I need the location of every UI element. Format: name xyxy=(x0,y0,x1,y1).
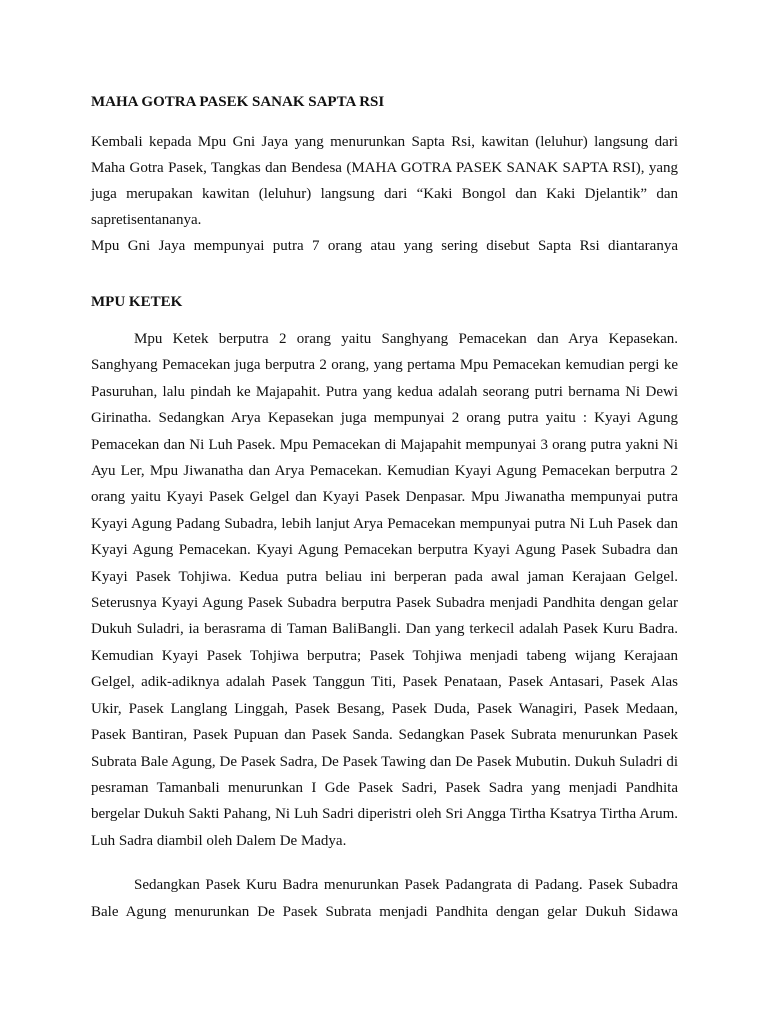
document-title: MAHA GOTRA PASEK SANAK SAPTA RSI xyxy=(91,94,385,110)
section-paragraph-1: Mpu Ketek berputra 2 orang yaitu Sanghyang Pemacekan dan Arya Kepasekan. Sanghyang Pemacekan juga berputra 2 orang, yang pertama Mpu Pemacekan kemudian pergi ke Pasuruhan, lalu pindah ke Majapahit. Putra yang kedua adalah seorang putri bernama Ni Dewi Girinatha. Sedangkan Arya Kepasekan juga mempunyai 2 orang putra yaitu : Kyayi Agung Pemacekan dan Ni Luh Pasek. Mpu Pemacekan di Majapahit mempunyai 3 orang putra yakni Ni Ayu Ler, Mpu Jiwanatha dan Arya Pemacekan. Kemudian Kyayi Agung Pemacekan berputra 2 orang yaitu Kyayi Pasek Gelgel dan Kyayi Pasek Denpasar. Mpu Jiwanatha mempunyai putra Kyayi Agung Padang Subadra, lebih lanjut Arya Pemacekan mempunyai putra Ni Luh Pasek dan Kyayi Agung Pemacekan. Kyayi Agung Pemacekan berputra Kyayi Agung Pasek Subadra dan Kyayi Pasek Tohjiwa. Kedua putra beliau ini berperan pada awal jaman Kerajaan Gelgel. Seterusnya Kyayi Agung Pasek Subadra berputra Pasek Subadra menjadi Pandhita dengan gelar Dukuh Suladri, ia berasrama di Taman BaliBangli. Dan yang terkecil adalah Pasek Kuru Badra. Kemudian Kyayi Pasek Tohjiwa berputra; Pasek Tohjiwa menjadi tabeng wijang Kerajaan Gelgel, adik-adiknya adalah Pasek Tanggun Titi, Pasek Penataan, Pasek Antasari, Pasek Alas Ukir, Pasek Langlang Linggah, Pasek Besang, Pasek Duda, Pasek Wanagiri, Pasek Medaan, Pasek Bantiran, Pasek Pupuan dan Pasek Sanda. Sedangkan Pasek Subrata menurunkan Pasek Subrata Bale Agung, De Pasek Sadra, De Pasek Tawing dan De Pasek Mubutin. Dukuh Suladri di pesraman Tamanbali menurunkan I Gde Pasek Sadri, Pasek Sadra yang menjadi Pandhita bergelar Dukuh Sakti Pahang, Ni Luh Sadri diperistri oleh Sri Angga Tirtha Ksatrya Tirtha Arum. Luh Sadra diambil oleh Dalem De Madya. xyxy=(91,331,678,849)
intro-line-2: Mpu Gni Jaya mempunyai putra 7 orang atau yang sering disebut Sapta Rsi diantaranya xyxy=(91,238,678,254)
section-paragraph-2: Sedangkan Pasek Kuru Badra menurunkan Pasek Padangrata di Padang. Pasek Subadra Bale Agung menurunkan De Pasek Subrata menjadi Pandhita dengan gelar Dukuh Sidawa xyxy=(91,877,678,920)
section-heading: MPU KETEK xyxy=(91,294,183,310)
intro-paragraph: Kembali kepada Mpu Gni Jaya yang menurunkan Sapta Rsi, kawitan (leluhur) langsung dari Maha Gotra Pasek, Tangkas dan Bendesa (MAHA GOTRA PASEK SANAK SAPTA RSI), yang juga merupakan kawitan (leluhur) langsung dari “Kaki Bongol dan Kaki Djelantik” dan sapretisentananya. xyxy=(91,134,678,228)
